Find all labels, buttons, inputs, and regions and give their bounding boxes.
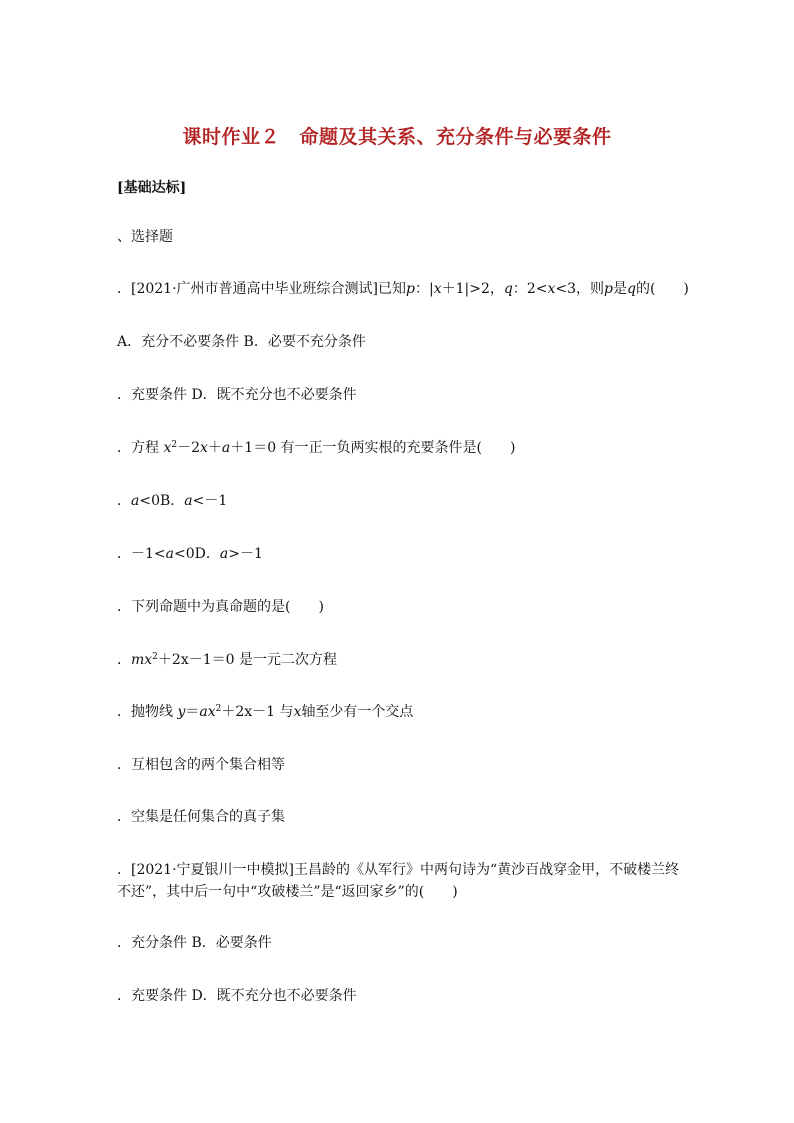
question-3-option-b: ．抛物线 $y=ax^2+2x-1$ 与x轴至少有一个交点 (117, 704, 414, 720)
section-label: [基础达标] (117, 180, 187, 196)
question-2-stem: ．方程 $x^2-2x+a+1=0$ 有一正一负两实根的充要条件是( ) (117, 440, 516, 456)
question-4-options-ab: ．充分条件 B．必要条件 (117, 935, 272, 951)
question-3-option-a: ．$mx^2+2x-1=0$ 是一元二次方程 (117, 652, 337, 668)
question-3-option-d: ．空集是任何集合的真子集 (117, 809, 285, 825)
question-4-options-cd: ．充要条件 D．既不充分也不必要条件 (117, 988, 357, 1004)
page-title: 课时作业２ 命题及其关系、充分条件与必要条件 (182, 126, 612, 148)
question-1-stem: ．[2021·广州市普通高中毕业班综合测试]已知p：|x＋1|>2，q：2<x<3，则p是q的( ) (117, 281, 689, 297)
question-4-stem: ．[2021·宁夏银川一中模拟]王昌龄的《从军行》中两句诗为“黄沙百战穿金甲，不破楼兰终不还”，其中后一句中“攻破楼兰”是“返回家乡”的( ) (117, 862, 680, 900)
question-1-options-cd: ．充要条件 D．既不充分也不必要条件 (117, 387, 357, 403)
question-2-options-cd: ．－1<a<0D．a>－1 (117, 546, 263, 562)
question-1-options-ab: A．充分不必要条件 B．必要不充分条件 (117, 334, 366, 350)
question-2-options-ab: ．a<0B．a<－1 (117, 493, 228, 509)
question-3-option-c: ．互相包含的两个集合相等 (117, 757, 285, 773)
question-3-stem: ．下列命题中为真命题的是( ) (117, 599, 324, 615)
question-type-heading: 、选择题 (117, 229, 173, 245)
